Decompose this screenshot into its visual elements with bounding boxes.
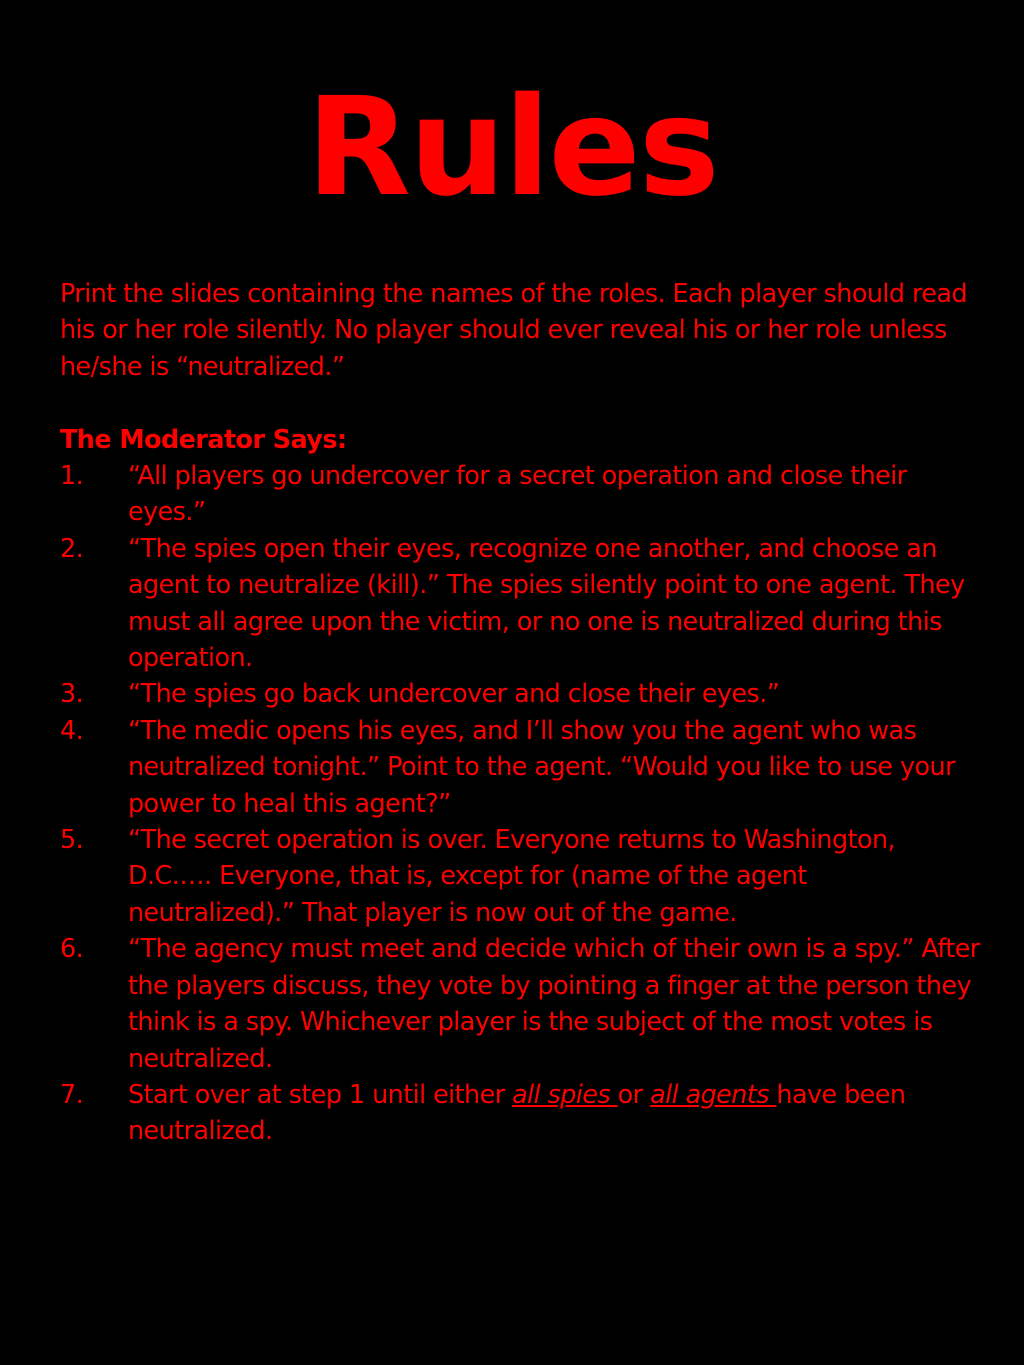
list-item <box>60 676 980 712</box>
step-number: 5. <box>60 825 84 856</box>
slide-body <box>60 276 980 1150</box>
all-spies-link[interactable]: all spies <box>512 1079 618 1110</box>
list-item <box>60 713 980 822</box>
list-item <box>60 1077 980 1150</box>
all-agents-link[interactable]: all agents <box>650 1079 777 1110</box>
slide-title: Rules <box>306 69 718 227</box>
list-item <box>60 822 980 931</box>
step-text: “The secret operation is over. Everyone returns to Washington, D.C.…. Everyone, that is, except for (name of the agent neutralized).” That player is now out of the game. <box>128 825 896 928</box>
paragraph-spacer <box>60 385 980 421</box>
step-number: 6. <box>60 934 84 965</box>
list-item <box>60 931 980 1077</box>
step-text: have been neutralized. <box>128 1079 906 1147</box>
list-item <box>60 458 980 531</box>
step-text: or <box>617 1079 651 1110</box>
list-item <box>60 531 980 677</box>
step-text: “The medic opens his eyes, and I’ll show you the agent who was neutralized tonight.” Point to the agent. “Would you like to use your power to heal this agent?” <box>128 715 955 819</box>
step-text: “The spies go back undercover and close their eyes.” <box>128 679 780 710</box>
intro-paragraph: Print the slides containing the names of the roles. Each player should read his or her role silently. No player should ever reveal his or her role unless he/she is “neutralized.” <box>60 279 968 382</box>
moderator-heading: The Moderator Says: <box>60 424 347 455</box>
step-number: 1. <box>60 461 84 492</box>
step-number: 4. <box>60 715 84 746</box>
step-number: 7. <box>60 1079 84 1110</box>
step-text: “The agency must meet and decide which of their own is a spy.” After the players discuss, they vote by pointing a finger at the person they think is a spy. Whichever player is the subject of the most votes is neutralized. <box>128 934 980 1074</box>
steps-list <box>60 458 980 1150</box>
step-text: “The spies open their eyes, recognize one another, and choose an agent to neutralize (kill).” The spies silently point to one agent. They must all agree upon the victim, or no one is neutralized during this operation. <box>128 533 965 674</box>
step-number: 3. <box>60 679 84 710</box>
step-text: Start over at step 1 until either <box>128 1079 513 1110</box>
step-number: 2. <box>60 533 84 564</box>
step-text: “All players go undercover for a secret operation and close their eyes.” <box>128 461 907 528</box>
